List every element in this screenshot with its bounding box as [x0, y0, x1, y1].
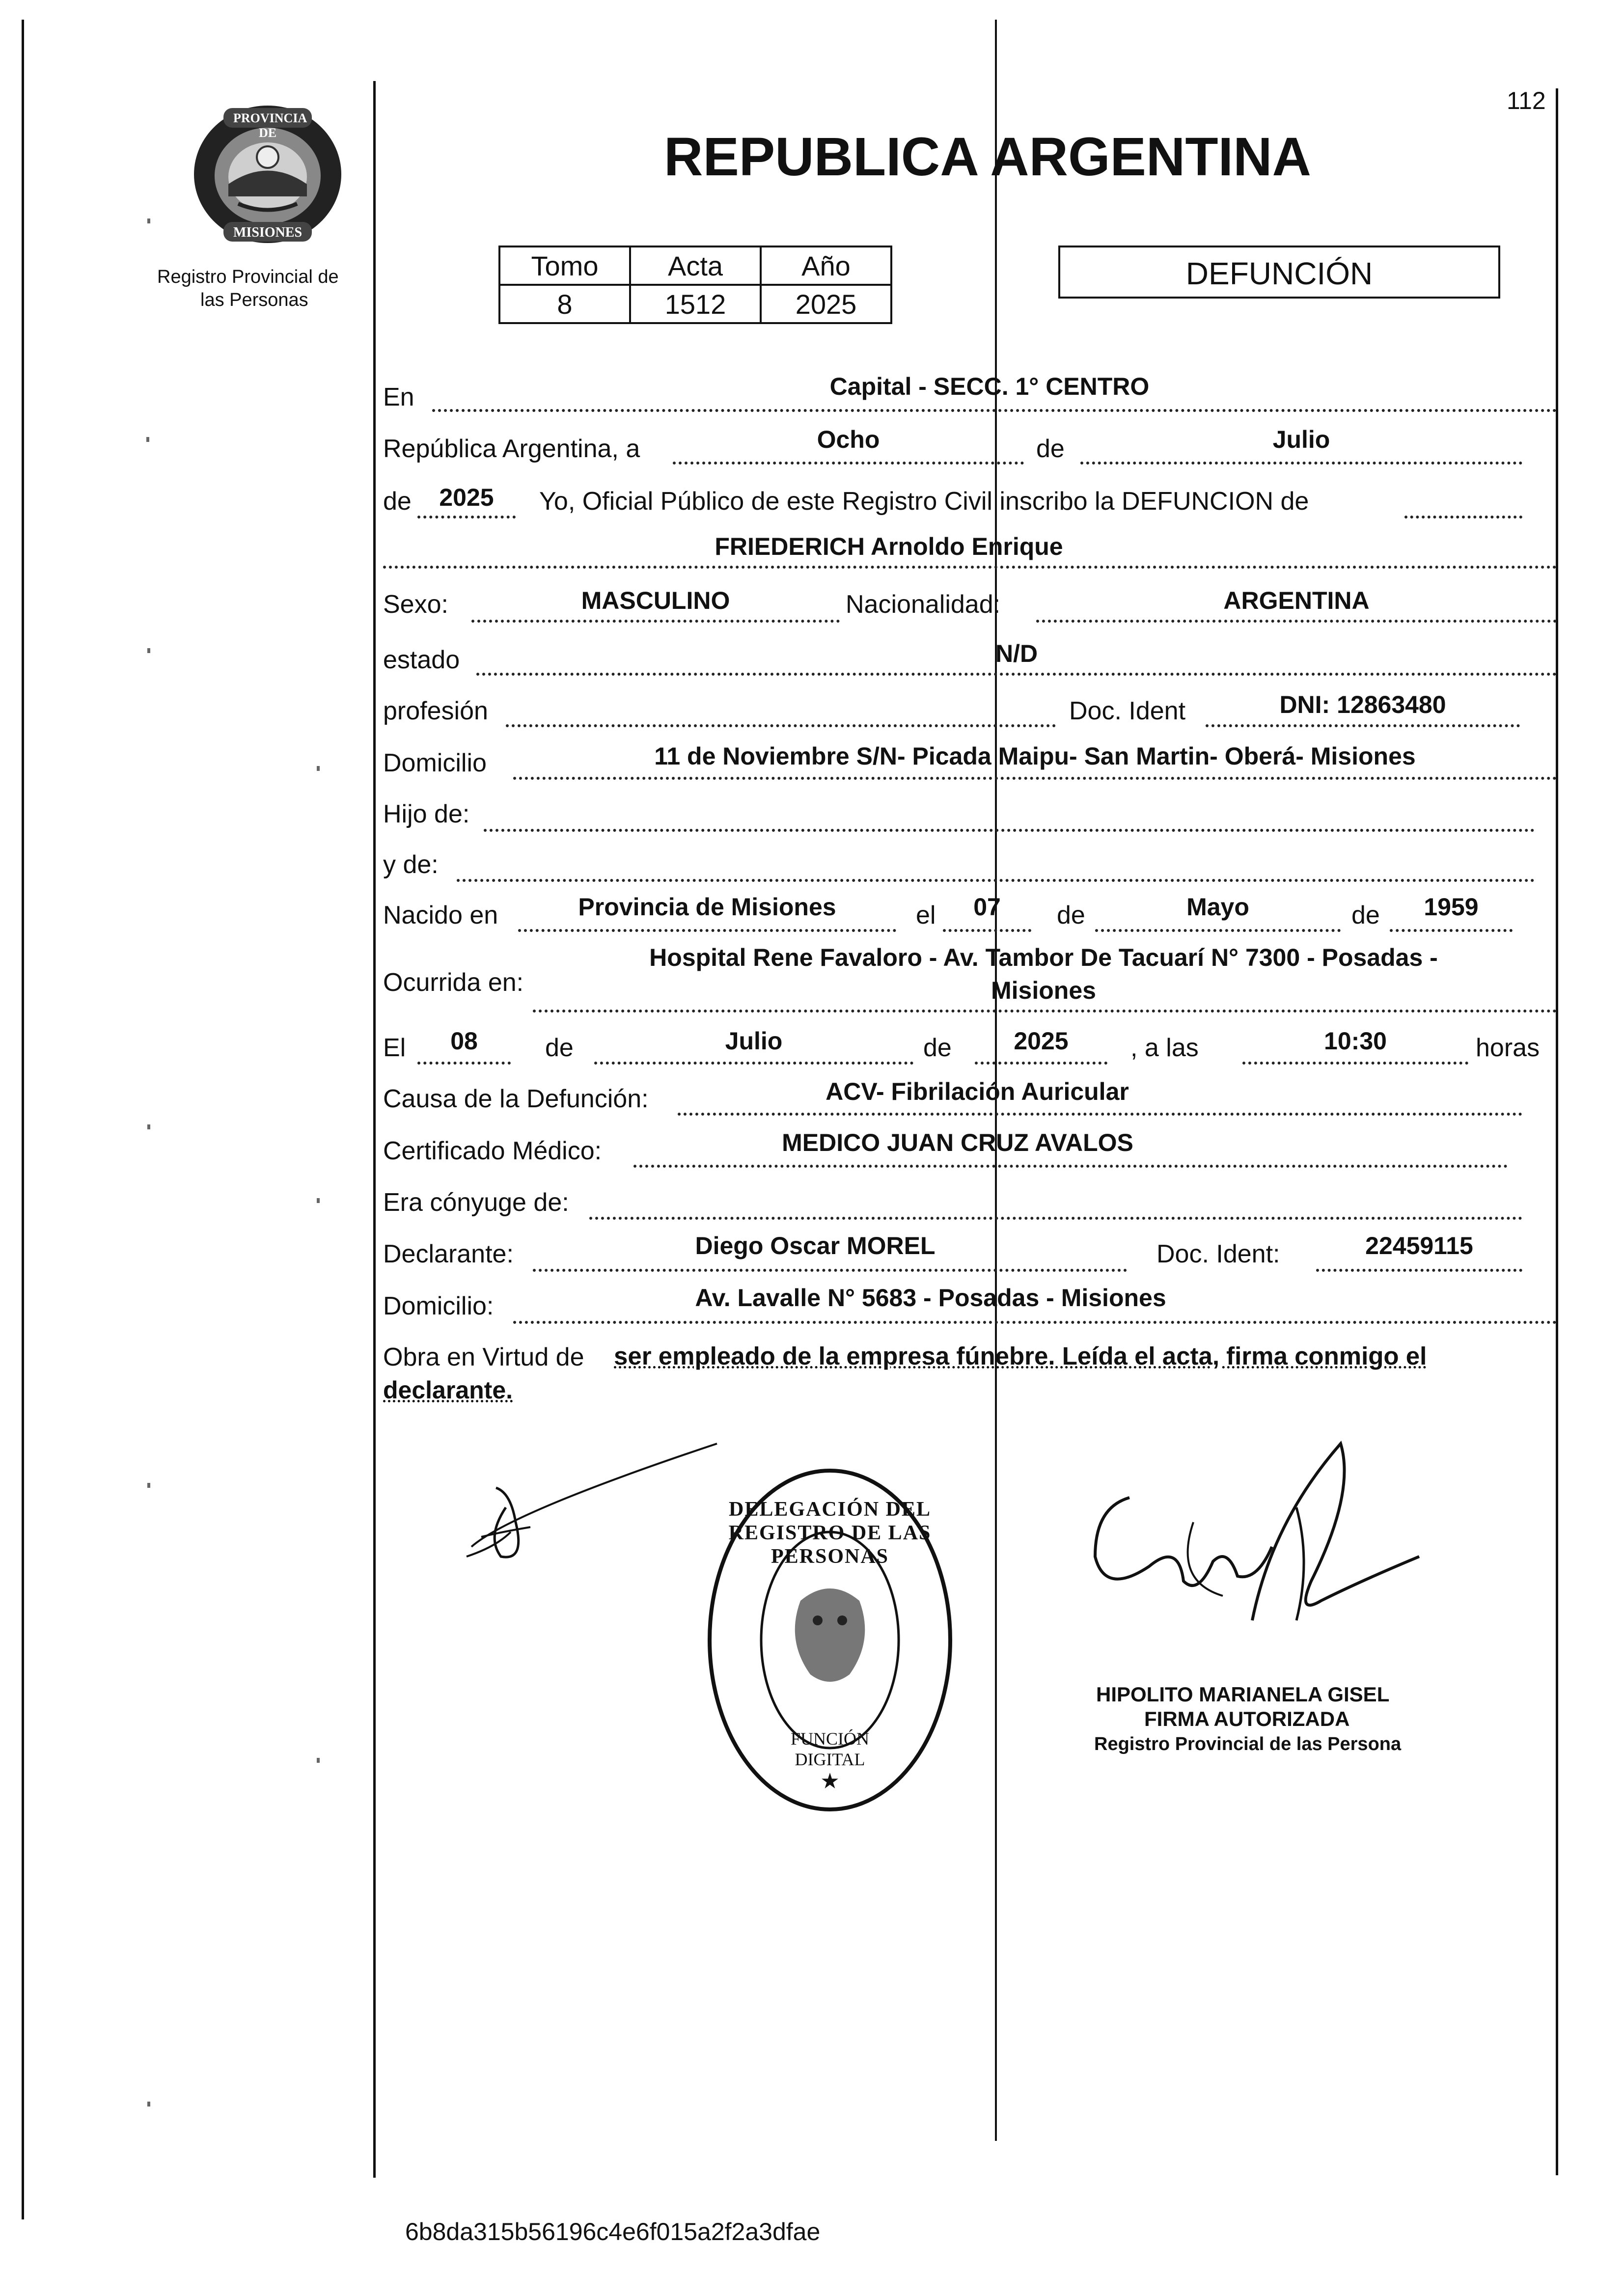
- dots-conyuge: [589, 1217, 1522, 1220]
- dots-mes: [1080, 462, 1522, 465]
- label-domicilio2: Domicilio:: [383, 1292, 494, 1320]
- dots-tail: [1404, 516, 1522, 519]
- label-de-mes: de: [1036, 435, 1065, 463]
- record-value-tomo: 8: [499, 285, 630, 323]
- value-lugar: Capital - SECC. 1° CENTRO: [829, 373, 1150, 400]
- dots-en: [432, 409, 1557, 412]
- left-margin-line: [22, 20, 24, 2219]
- page-number: 112: [1507, 87, 1546, 114]
- label-doc-ident2: Doc. Ident:: [1156, 1240, 1280, 1268]
- label-nacido-en: Nacido en: [383, 901, 498, 930]
- scan-speck: [147, 219, 150, 223]
- scan-speck: [147, 1124, 150, 1129]
- stamp-inner-text: FUNCIÓN DIGITAL: [790, 1729, 869, 1769]
- value-ocurrida-line2: Misiones: [991, 977, 1096, 1004]
- label-nacionalidad: Nacionalidad:: [846, 590, 1001, 619]
- scan-speck: [147, 1483, 150, 1488]
- label-declarante: Declarante:: [383, 1240, 514, 1268]
- dots-declarante: [533, 1269, 1127, 1272]
- label-domicilio: Domicilio: [383, 749, 487, 777]
- dots-nacido-en: [518, 929, 896, 932]
- dots-profesion: [506, 724, 1056, 727]
- emblem-bottom-text: MISIONES: [233, 225, 303, 240]
- dots-def-hora: [1242, 1062, 1468, 1065]
- dots-declarante-doc: [1316, 1269, 1522, 1272]
- value-declarante: Diego Oscar MOREL: [695, 1232, 936, 1259]
- scan-speck: [317, 1758, 320, 1763]
- value-ocurrida-line1: Hospital Rene Favaloro - Av. Tambor De Tacuarí N° 7300 - Posadas -: [649, 944, 1438, 971]
- label-estado: estado: [383, 646, 460, 674]
- stamp-ring-text: DELEGACIÓN DEL REGISTRO DE LAS PERSONAS: [728, 1498, 932, 1568]
- value-obra-line1: ser empleado de la empresa fúnebre. Leída el acta, firma conmigo el: [614, 1342, 1427, 1370]
- value-dni: DNI: 12863480: [1279, 691, 1446, 718]
- value-anio: 2025: [439, 484, 494, 511]
- record-header-anio: Año: [761, 246, 891, 285]
- authorized-signature: [1066, 1434, 1449, 1669]
- label-el: el: [916, 901, 936, 930]
- value-certificado: MEDICO JUAN CRUZ AVALOS: [782, 1129, 1133, 1156]
- document-type-label: DEFUNCIÓN: [1185, 256, 1373, 291]
- stamp-star: ★: [820, 1769, 840, 1793]
- label-a-las: , a las: [1130, 1034, 1199, 1062]
- value-causa: ACV- Fibrilación Auricular: [826, 1078, 1129, 1105]
- dots-sexo: [471, 620, 840, 623]
- dots-def-dia: [417, 1062, 511, 1065]
- label-doc-ident: Doc. Ident: [1069, 697, 1186, 725]
- record-value-anio: 2025: [761, 285, 891, 323]
- label-conyuge: Era cónyuge de:: [383, 1188, 569, 1217]
- record-table: [498, 246, 892, 324]
- dots-domicilio2: [513, 1321, 1557, 1324]
- dots-hijo-de: [484, 829, 1535, 832]
- label-el-cap: El: [383, 1034, 406, 1062]
- value-nac-mes: Mayo: [1186, 893, 1249, 921]
- record-header-tomo: Tomo: [499, 246, 630, 285]
- dots-domicilio: [513, 777, 1557, 780]
- label-de-anio: de: [383, 487, 412, 516]
- value-obra-line2: declarante.: [383, 1376, 513, 1404]
- label-de-def-mes: de: [545, 1034, 574, 1062]
- value-declarante-domicilio: Av. Lavalle N° 5683 - Posadas - Misiones: [695, 1284, 1166, 1312]
- page-title: REPUBLICA ARGENTINA: [664, 127, 1311, 187]
- value-nac-anio: 1959: [1424, 893, 1479, 921]
- value-dia-letras: Ocho: [817, 426, 880, 453]
- registry-name-line1: Registro Provincial de: [157, 267, 339, 287]
- registry-name-line2: las Personas: [200, 290, 308, 310]
- dots-nac-mes: [1095, 929, 1341, 932]
- signer-title: FIRMA AUTORIZADA: [1144, 1707, 1350, 1730]
- scan-speck: [317, 1198, 320, 1203]
- value-def-dia: 08: [450, 1027, 478, 1055]
- label-sexo: Sexo:: [383, 590, 448, 619]
- dots-ocurrida: [533, 1010, 1557, 1012]
- value-mes: Julio: [1272, 426, 1330, 453]
- right-margin-line: [1556, 88, 1558, 2175]
- dots-def-mes: [594, 1062, 913, 1065]
- value-nac-dia: 07: [973, 893, 1001, 921]
- dots-causa: [678, 1113, 1522, 1116]
- label-de-nac-anio: de: [1351, 901, 1380, 930]
- label-republica: República Argentina, a: [383, 435, 640, 463]
- scan-speck: [146, 437, 149, 442]
- dots-certificado: [633, 1165, 1508, 1168]
- scan-speck: [147, 2102, 150, 2107]
- dots-def-anio: [975, 1062, 1107, 1065]
- scan-speck: [147, 648, 150, 653]
- label-obra-en-virtud: Obra en Virtud de: [383, 1343, 584, 1371]
- dots-nacionalidad: [1036, 620, 1557, 623]
- dots-anio: [417, 516, 516, 519]
- value-nacionalidad: ARGENTINA: [1223, 587, 1370, 614]
- dots-nombre: [383, 566, 1557, 569]
- value-nombre: FRIEDERICH Arnoldo Enrique: [715, 533, 1063, 560]
- dots-nac-anio: [1390, 929, 1513, 932]
- label-de-nac-mes: de: [1057, 901, 1085, 930]
- signer-name: HIPOLITO MARIANELA GISEL: [1096, 1683, 1390, 1706]
- label-y-de: y de:: [383, 850, 439, 879]
- label-de-def-anio: de: [923, 1034, 952, 1062]
- official-stamp: [702, 1463, 958, 1817]
- value-def-anio: 2025: [1014, 1027, 1069, 1055]
- value-declarante-doc: 22459115: [1365, 1232, 1473, 1259]
- label-en: En: [383, 383, 414, 411]
- emblem-top-text: PROVINCIA DE: [233, 111, 307, 140]
- dots-y-de: [457, 879, 1535, 882]
- dots-estado: [476, 673, 1557, 676]
- label-profesion: profesión: [383, 697, 488, 725]
- dots-dia: [673, 462, 1024, 465]
- label-ocurrida-en: Ocurrida en:: [383, 968, 524, 997]
- label-hijo-de: Hijo de:: [383, 800, 470, 828]
- dots-nac-dia: [943, 929, 1031, 932]
- document-type-box: [1058, 246, 1500, 299]
- label-certificado: Certificado Médico:: [383, 1137, 602, 1165]
- record-value-acta: 1512: [630, 285, 761, 323]
- value-def-hora: 10:30: [1324, 1027, 1387, 1055]
- province-emblem: [189, 98, 346, 250]
- value-domicilio: 11 de Noviembre S/N- Picada Maipu- San Martin- Oberá- Misiones: [654, 742, 1416, 770]
- scan-speck: [317, 766, 320, 771]
- value-def-mes: Julio: [725, 1027, 783, 1055]
- label-causa: Causa de la Defunción:: [383, 1085, 649, 1113]
- label-yo-oficial: Yo, Oficial Público de este Registro Civil inscribo la DEFUNCION de: [539, 487, 1309, 516]
- value-nacido-en: Provincia de Misiones: [578, 893, 836, 921]
- record-header-acta: Acta: [630, 246, 761, 285]
- value-estado: N/D: [995, 640, 1038, 667]
- dots-dni: [1206, 724, 1520, 727]
- value-sexo: MASCULINO: [581, 587, 730, 614]
- declarant-signature: [452, 1434, 727, 1591]
- label-horas: horas: [1476, 1034, 1540, 1062]
- form-left-border: [373, 81, 376, 2178]
- document-hash: 6b8da315b56196c4e6f015a2f2a3dfae: [405, 2218, 821, 2245]
- signer-office: Registro Provincial de las Persona: [1094, 1734, 1402, 1754]
